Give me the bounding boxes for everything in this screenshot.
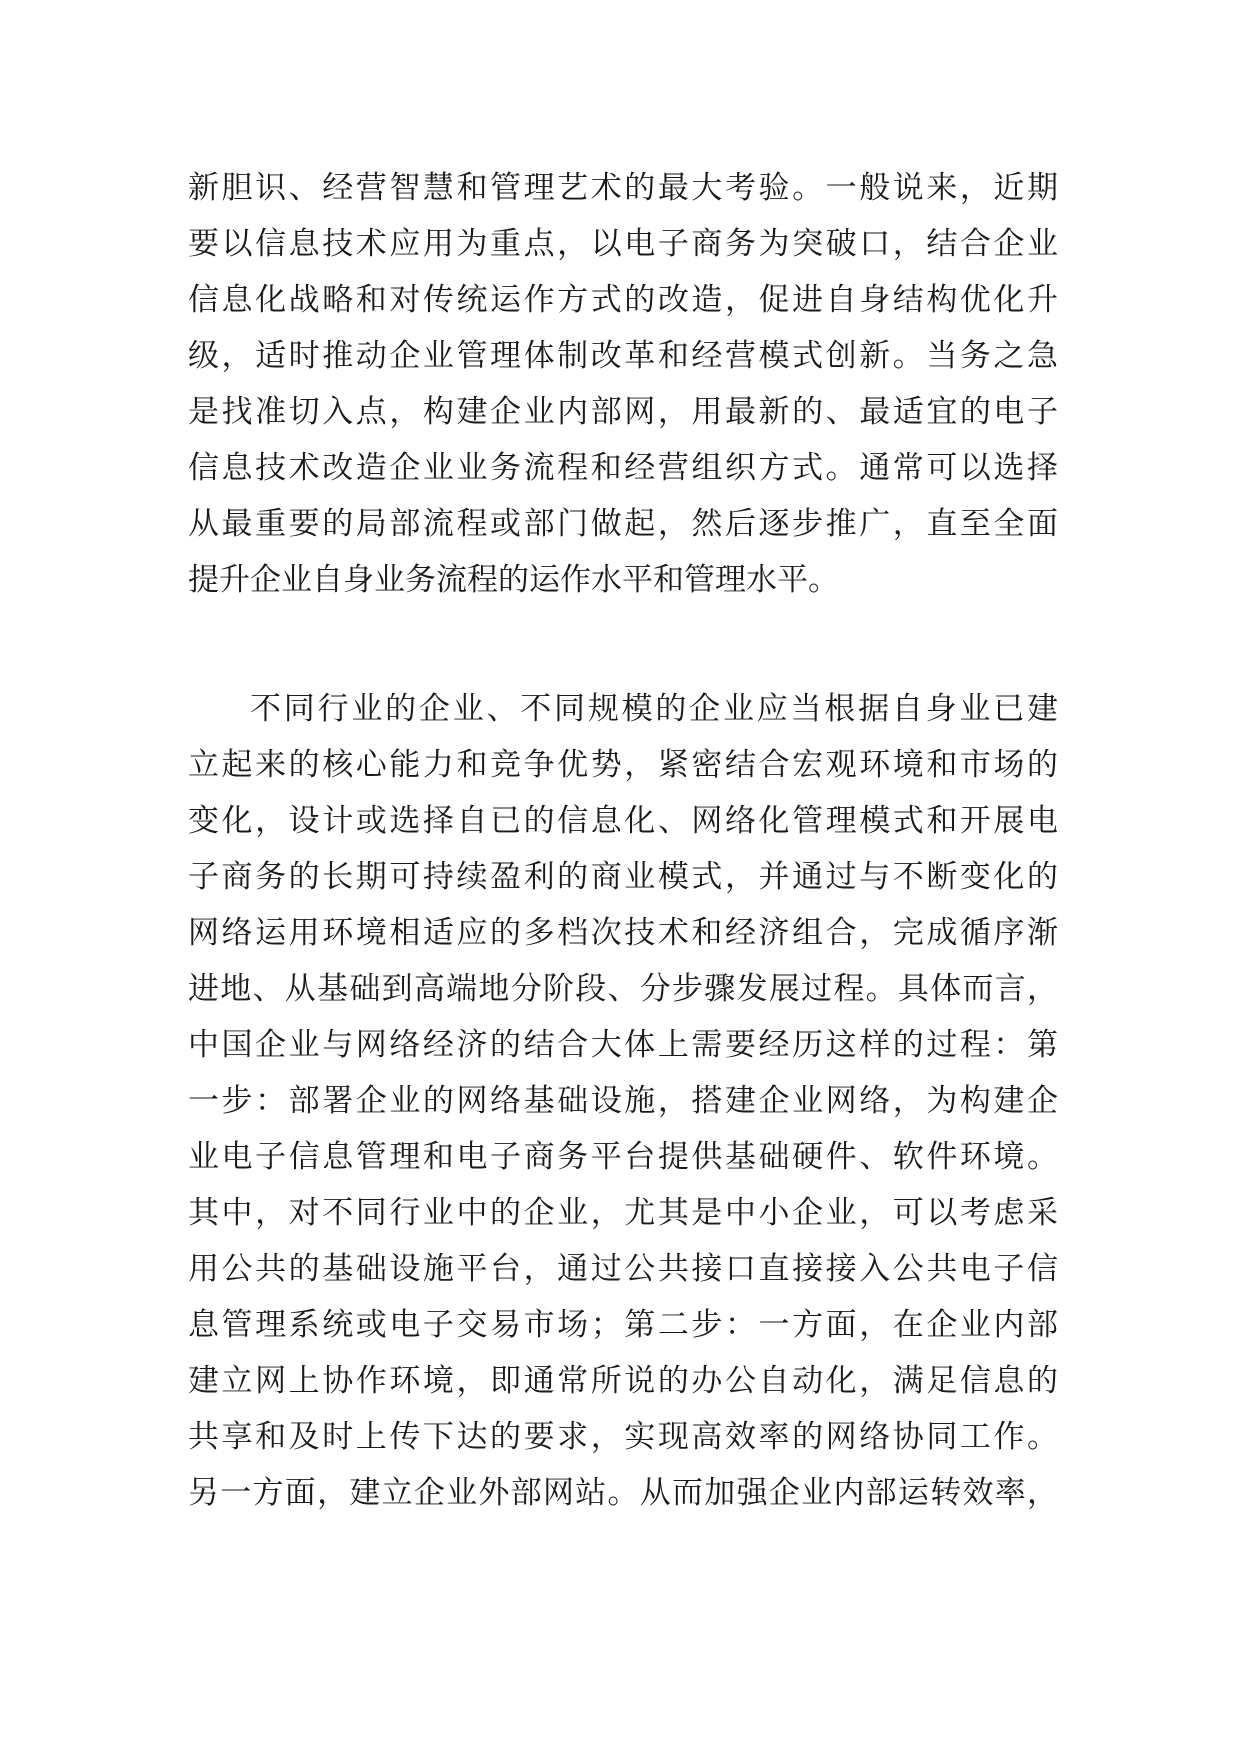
paragraph-1 (188, 160, 1058, 608)
paragraph-line: 要以信息技术应用为重点，以电子商务为突破口，结合企业 (188, 226, 1058, 262)
paragraph-line: 从最重要的局部流程或部门做起，然后逐步推广，直至全面 (188, 506, 1058, 542)
paragraph-line: 变化，设计或选择自已的信息化、网络化管理模式和开展电 (188, 803, 1058, 839)
paragraph-line: 新胆识、经营智慧和管理艺术的最大考验。一般说来，近期 (188, 170, 1058, 206)
paragraph-line: 信息化战略和对传统运作方式的改造，促进自身结构优化升 (188, 282, 1058, 318)
paragraph-line: 息管理系统或电子交易市场；第二步：一方面，在企业内部 (188, 1307, 1058, 1343)
paragraph-line: 不同行业的企业、不同规模的企业应当根据自身业已建 (250, 691, 1058, 727)
paragraph-2 (188, 681, 1058, 1521)
paragraph-line: 信息技术改造企业业务流程和经营组织方式。通常可以选择 (188, 450, 1058, 486)
paragraph-line: 进地、从基础到高端地分阶段、分步骤发展过程。具体而言， (188, 971, 1058, 1007)
paragraph-line: 级，适时推动企业管理体制改革和经营模式创新。当务之急 (188, 338, 1058, 374)
paragraph-line: 其中，对不同行业中的企业，尤其是中小企业，可以考虑采 (188, 1195, 1058, 1231)
paragraph-line: 建立网上协作环境，即通常所说的办公自动化，满足信息的 (188, 1363, 1058, 1399)
paragraph-line: 业电子信息管理和电子商务平台提供基础硬件、软件环境。 (188, 1139, 1058, 1175)
paragraph-line: 共享和及时上传下达的要求，实现高效率的网络协同工作。 (188, 1419, 1058, 1455)
paragraph-line: 中国企业与网络经济的结合大体上需要经历这样的过程：第 (188, 1027, 1058, 1063)
paragraph-line: 一步：部署企业的网络基础设施，搭建企业网络，为构建企 (188, 1083, 1058, 1119)
paragraph-line: 另一方面，建立企业外部网站。从而加强企业内部运转效率， (188, 1475, 1058, 1511)
paragraph-line: 子商务的长期可持续盈利的商业模式，并通过与不断变化的 (188, 859, 1058, 895)
paragraph-line: 立起来的核心能力和竞争优势，紧密结合宏观环境和市场的 (188, 747, 1058, 783)
paragraph-line: 用公共的基础设施平台，通过公共接口直接接入公共电子信 (188, 1251, 1058, 1287)
paragraph-line: 是找准切入点，构建企业内部网，用最新的、最适宜的电子 (188, 394, 1058, 430)
paragraph-line: 网络运用环境相适应的多档次技术和经济组合，完成循序渐 (188, 915, 1058, 951)
paragraph-line: 提升企业自身业务流程的运作水平和管理水平。 (188, 562, 839, 598)
